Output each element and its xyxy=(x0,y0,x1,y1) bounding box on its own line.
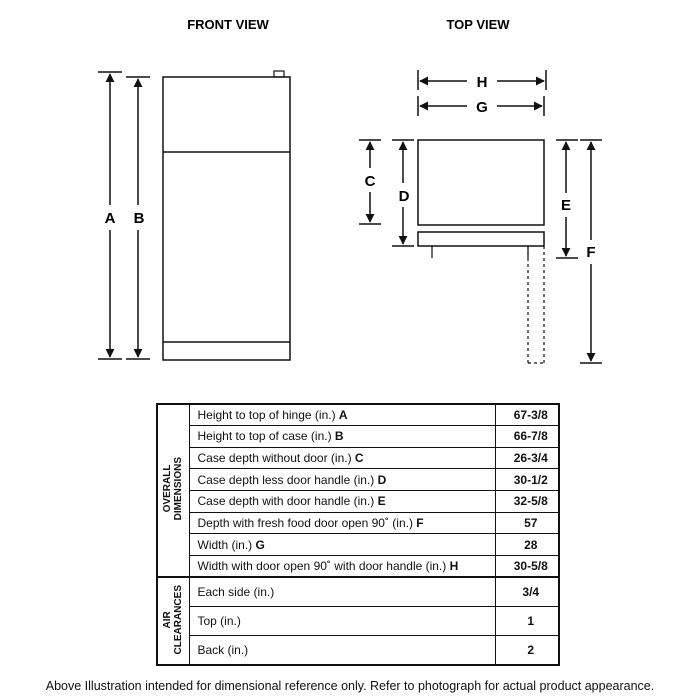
dimension-g-label: G xyxy=(476,99,488,116)
dimension-h-label: H xyxy=(476,74,488,91)
row-description xyxy=(189,469,495,491)
dimension-f-label: F xyxy=(586,244,596,261)
row-description xyxy=(189,577,495,606)
row-label: Height to top of hinge (in.) xyxy=(197,408,339,423)
row-value: 30-5/8 xyxy=(495,556,559,578)
dimension-a-label: A xyxy=(104,210,116,227)
table-row xyxy=(157,636,559,665)
row-description xyxy=(189,606,495,635)
row-value: 26-3/4 xyxy=(495,447,559,469)
dimensions-table xyxy=(156,403,560,666)
table-row xyxy=(157,447,559,469)
row-description xyxy=(189,447,495,469)
row-value: 3/4 xyxy=(495,577,559,606)
row-dimension-letter: C xyxy=(354,451,364,466)
row-description xyxy=(189,491,495,513)
table-row xyxy=(157,491,559,513)
row-description xyxy=(189,512,495,534)
row-label: Width (in.) xyxy=(197,537,256,552)
table-row xyxy=(157,556,559,578)
group-label-line: AIR xyxy=(162,611,174,629)
row-value: 1 xyxy=(495,606,559,635)
row-value: 32-5/8 xyxy=(495,491,559,513)
table-row xyxy=(157,534,559,556)
table-row xyxy=(157,606,559,635)
row-description xyxy=(189,534,495,556)
group-label-line: CLEARANCES xyxy=(173,584,185,655)
top-view-fridge xyxy=(418,140,544,363)
row-label: Each side (in.) xyxy=(197,585,275,600)
row-label: Back (in.) xyxy=(197,643,249,658)
table-row xyxy=(157,577,559,606)
dimension-b-label: B xyxy=(133,210,145,227)
dimension-c-label: C xyxy=(364,173,376,190)
group-label-line: DIMENSIONS xyxy=(173,457,185,521)
row-dimension-letter: A xyxy=(338,408,348,423)
row-value: 28 xyxy=(495,534,559,556)
row-dimension-letter: B xyxy=(334,429,344,444)
row-value: 66-7/8 xyxy=(495,426,559,448)
row-value: 57 xyxy=(495,512,559,534)
row-description xyxy=(189,636,495,665)
row-label: Width with door open 90˚ with door handle (in.) xyxy=(197,559,450,574)
group-label-line: OVERALL xyxy=(162,465,174,514)
row-dimension-letter: H xyxy=(449,559,459,574)
row-description xyxy=(189,404,495,426)
row-dimension-letter: G xyxy=(255,537,265,552)
row-label: Top (in.) xyxy=(197,614,241,629)
row-description xyxy=(189,426,495,448)
row-label: Case depth less door handle (in.) xyxy=(197,472,378,487)
front-view-heading: FRONT VIEW xyxy=(187,17,269,32)
row-value: 2 xyxy=(495,636,559,665)
table-row xyxy=(157,404,559,426)
row-description xyxy=(189,556,495,578)
dimension-e-label: E xyxy=(560,197,572,214)
table-row xyxy=(157,512,559,534)
row-dimension-letter: E xyxy=(377,494,386,509)
table-row xyxy=(157,469,559,491)
top-view-heading: TOP VIEW xyxy=(446,17,510,32)
overall-dimensions-group-label xyxy=(157,404,189,577)
row-value: 67-3/8 xyxy=(495,404,559,426)
footnote: Above Illustration intended for dimensional reference only. Refer to photograph for actual product appearance. xyxy=(45,679,655,693)
row-label: Case depth with door handle (in.) xyxy=(197,494,378,509)
row-value: 30-1/2 xyxy=(495,469,559,491)
front-view-fridge xyxy=(163,71,290,360)
row-label: Height to top of case (in.) xyxy=(197,429,335,444)
row-dimension-letter: F xyxy=(416,516,424,531)
row-dimension-letter: D xyxy=(377,472,387,487)
dimension-d-label: D xyxy=(398,188,410,205)
dimensions-table-body xyxy=(157,404,559,665)
air-clearances-group-label xyxy=(157,577,189,665)
row-label: Case depth without door (in.) xyxy=(197,451,355,466)
row-label: Depth with fresh food door open 90˚ (in.) xyxy=(197,516,417,531)
table-row xyxy=(157,426,559,448)
